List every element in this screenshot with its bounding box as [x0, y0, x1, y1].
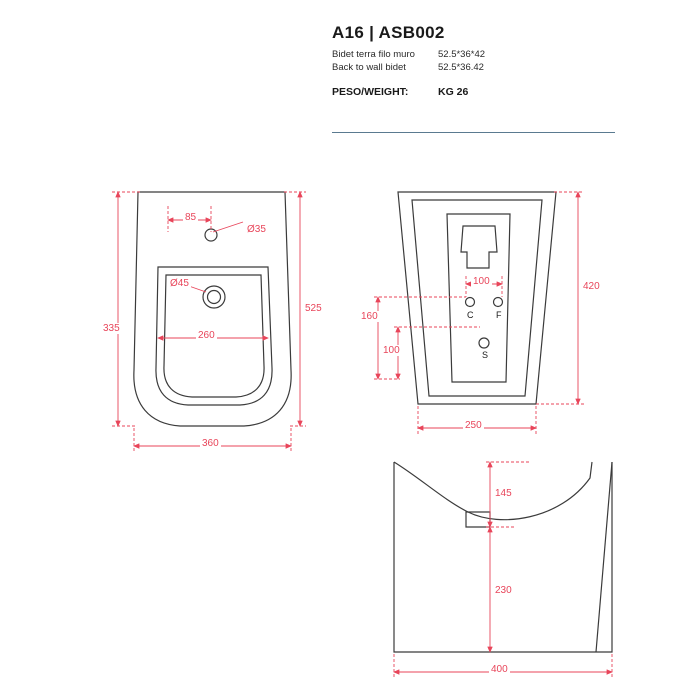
top-view-dimensions [112, 192, 306, 452]
dim-hole-offset-85: 85 [185, 212, 197, 223]
dim-upper-height-145: 145 [495, 488, 512, 499]
dim-total-height-420: 420 [583, 281, 600, 292]
front-view-dimensions [374, 192, 584, 434]
weight-value: KG 26 [438, 86, 469, 99]
label-waste-outlet: S [482, 350, 489, 360]
label-cold-water: C [467, 310, 474, 320]
dim-inner-width-260: 260 [198, 330, 215, 341]
dim-hole-diameter-35: Ø35 [247, 224, 266, 235]
dim-side-depth-400: 400 [491, 664, 508, 675]
side-view-dimensions [394, 462, 612, 678]
dim-height-160: 160 [361, 311, 378, 322]
dim-inner-depth-335: 335 [103, 323, 120, 334]
dim-height-100: 100 [383, 345, 400, 356]
spec-value-en: 52.5*36.42 [438, 62, 484, 74]
spec-label-en: Back to wall bidet [332, 62, 406, 74]
spec-row-english [332, 61, 672, 75]
weight-row [332, 86, 672, 98]
page-title: A16 | ASB002 [332, 23, 445, 42]
side-view-geometry [394, 462, 612, 652]
spec-value-it: 52.5*36*42 [438, 48, 486, 60]
front-view-geometry [398, 192, 556, 404]
dim-lower-height-230: 230 [495, 585, 512, 596]
weight-label: PESO/WEIGHT: [332, 86, 409, 99]
label-hot-water: F [496, 310, 502, 320]
dim-front-width-250: 250 [465, 420, 482, 431]
dim-total-depth-525: 525 [305, 303, 322, 314]
header-divider [332, 132, 615, 133]
spec-label-it: Bidet terra filo muro [332, 48, 415, 60]
product-header [332, 24, 672, 98]
dim-connector-spacing-100: 100 [473, 276, 490, 287]
dim-total-width-360: 360 [202, 438, 219, 449]
spec-row-italian [332, 48, 672, 62]
dim-bowl-diameter-45: Ø45 [170, 278, 189, 289]
top-view-geometry [134, 192, 291, 426]
